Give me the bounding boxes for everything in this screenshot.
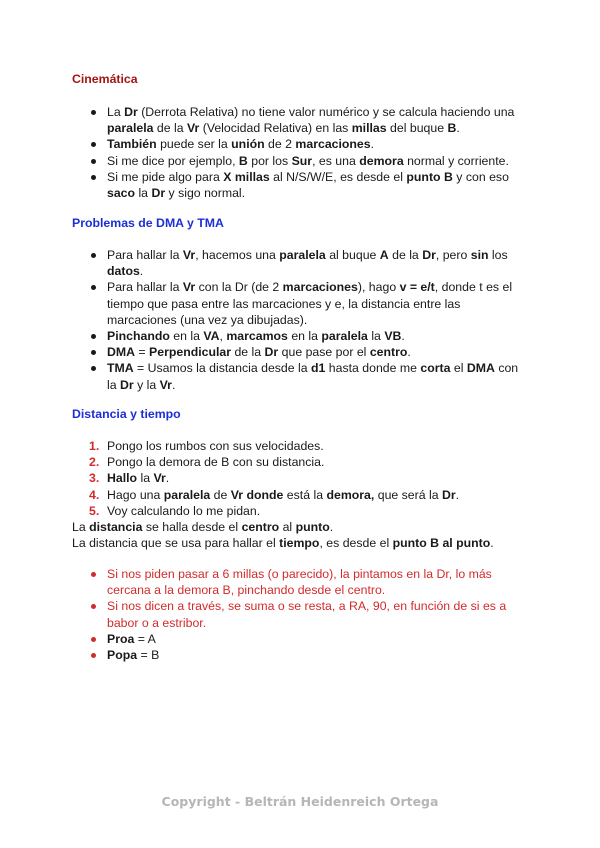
numbered-step [89, 470, 519, 486]
bold-text-run: corta [420, 361, 451, 376]
bold-text-run: sin [470, 248, 489, 262]
cinematica-bullet-list [89, 104, 519, 201]
text-run: Voy calculando lo me pidan. [107, 503, 261, 518]
distance-paragraph [72, 519, 333, 535]
bold-text-run: tiempo [279, 536, 320, 550]
bold-text-run: Vr [230, 487, 244, 502]
bold-text-run: A [379, 248, 389, 262]
text-run: de [210, 487, 231, 502]
text-run: de la [388, 248, 423, 262]
text-run: con la Dr (de 2 [195, 280, 283, 295]
bold-text-run: centro [241, 520, 280, 534]
bold-text-run: marcaciones [282, 280, 358, 295]
bold-text-run: Perpendicular [149, 345, 232, 360]
bold-text-run: Sur [291, 153, 313, 168]
text-run: al [279, 520, 296, 534]
copyright-footer: Copyright - Beltrán Heidenreich Ortega [161, 794, 439, 809]
list-item [89, 104, 519, 136]
text-run: . [139, 264, 144, 279]
text-run: los [488, 248, 508, 262]
bold-text-run: saco [107, 186, 136, 201]
bold-text-run: paralela [279, 248, 326, 262]
bold-text-run: punto [295, 520, 330, 534]
text-run: Para hallar la [107, 280, 183, 295]
heading-distancia-tiempo: Distancia y tiempo [72, 407, 181, 421]
text-run: , es desde el [319, 536, 393, 550]
text-run: al N/S/W/E, es desde el [269, 169, 407, 184]
text-run: en la [287, 329, 322, 344]
bold-text-run: Vr [153, 471, 166, 486]
bold-text-run: VB [384, 329, 402, 344]
text-run: la [367, 329, 385, 344]
notes-bullet-list [89, 566, 519, 663]
text-run: en la [169, 329, 204, 344]
step-number: 5. [89, 503, 100, 518]
text-run: Si me pide algo para [107, 169, 224, 184]
bold-text-run: datos [107, 264, 140, 279]
text-run: La distancia que se usa para hallar el [72, 536, 280, 550]
bold-text-run: Hallo [107, 471, 138, 486]
list-item [89, 136, 519, 152]
dma-bullet-list [89, 247, 529, 393]
text-run: y la [133, 377, 160, 392]
text-run: Si nos piden pasar a 6 millas (o parecido), la pintamos en la Dr, lo más cercana a la demora B, pinchando desde el centro. [107, 567, 492, 598]
text-run: , donde t es el tiempo que pasa entre las marcaciones y e, la distancia entre las marcaciones (una vez ya dibujadas). [107, 280, 513, 327]
text-run: . [456, 121, 460, 136]
text-run: de 2 [264, 137, 296, 152]
list-item [89, 360, 529, 392]
text-run: del buque [386, 121, 448, 136]
bold-text-run: paralela [321, 329, 368, 344]
heading-dma-tma: Problemas de DMA y TMA [72, 216, 224, 230]
numbered-step [89, 454, 519, 470]
step-text [107, 488, 459, 502]
step-text [107, 504, 260, 518]
step-number: 1. [89, 439, 100, 453]
step-number: 3. [89, 471, 100, 486]
text-run: Hago una [107, 487, 164, 502]
bold-text-run: demora [359, 153, 404, 168]
text-run: que pase por el [278, 345, 370, 360]
bold-text-run: TMA [107, 361, 134, 376]
text-run: = Usamos la distancia desde la [133, 361, 312, 376]
text-run: está la [283, 487, 327, 502]
bold-text-run: Vr [187, 121, 200, 136]
text-run: Pongo la demora de B con su distancia. [107, 455, 325, 470]
bold-text-run: Pinchando [107, 329, 170, 344]
text-run: normal y corriente. [403, 153, 509, 168]
text-run: por los [247, 153, 292, 168]
bold-text-run: Vr [182, 280, 196, 295]
bold-text-run: demora, [326, 487, 375, 502]
text-run: Si me dice por ejemplo, [107, 153, 239, 168]
text-run: se halla desde el [142, 520, 242, 534]
bold-text-run: distancia [89, 520, 143, 534]
bold-text-run: d1 [311, 361, 326, 376]
text-run: con la [107, 361, 519, 392]
bold-text-run: donde [246, 487, 284, 502]
list-item [89, 169, 519, 201]
text-run: . [455, 487, 460, 502]
text-run: La [72, 520, 90, 534]
text-run: y sigo normal. [165, 186, 246, 201]
text-run: = B [137, 648, 160, 663]
text-run: la [135, 186, 152, 201]
text-run: ), hago [357, 280, 400, 295]
text-run: , [219, 329, 227, 344]
bold-text-run: centro [369, 345, 408, 360]
text-run: de la [231, 345, 265, 360]
text-run: , hacemos una [195, 248, 280, 262]
text-run: la [137, 471, 154, 486]
note-item [89, 631, 519, 647]
bold-text-run: DMA [466, 361, 495, 376]
note-item [89, 647, 519, 663]
text-run: . [407, 345, 411, 360]
bold-text-run: X millas [223, 169, 270, 184]
step-number: 4. [89, 487, 100, 502]
note-item [89, 566, 519, 598]
bold-text-run: marcamos [226, 329, 288, 344]
bold-text-run: B [447, 121, 457, 136]
text-run: que será la [374, 487, 442, 502]
list-item [89, 279, 529, 328]
text-run: . [490, 536, 494, 550]
list-item [89, 247, 529, 279]
step-text [107, 455, 324, 469]
step-text [107, 471, 169, 485]
time-paragraph [72, 535, 494, 551]
bold-text-run: millas [351, 121, 387, 136]
step-text [107, 439, 324, 453]
text-run: , es una [312, 153, 360, 168]
heading-cinematica: Cinemática [72, 72, 138, 86]
bold-text-run: B [238, 153, 248, 168]
text-run: (Velocidad Relativa) en las [199, 121, 352, 136]
numbered-step [89, 438, 519, 454]
bold-text-run: Dr [151, 186, 166, 201]
text-run: La [107, 105, 125, 119]
list-item [89, 344, 529, 360]
distancia-numbered-list [89, 438, 519, 519]
bold-text-run: Proa [107, 631, 135, 646]
bold-text-run: paralela [163, 487, 211, 502]
bold-text-run: punto B [406, 169, 453, 184]
bold-text-run: VA [203, 329, 220, 344]
step-number: 2. [89, 455, 100, 470]
bold-text-run: Dr [422, 248, 436, 262]
bold-text-run: Vr [182, 248, 196, 262]
bold-text-run: v = e/t [399, 280, 435, 295]
text-run: el [450, 361, 467, 376]
text-run: (Derrota Relativa) no tiene valor numérico y se calcula haciendo una [137, 105, 515, 119]
text-run: Pongo los rumbos con sus velocidades. [107, 439, 324, 453]
text-run: Si nos dicen a través, se suma o se resta, a RA, 90, en función de si es a babor o a estribor. [107, 599, 507, 630]
note-item [89, 598, 519, 630]
text-run: Para hallar la [107, 248, 183, 262]
text-run: . [171, 377, 176, 392]
list-item [89, 153, 519, 169]
bold-text-run: Dr [264, 345, 279, 360]
text-run: . [370, 137, 375, 152]
bold-text-run: Dr [120, 377, 134, 392]
text-run: hasta donde me [325, 361, 421, 376]
numbered-step [89, 487, 519, 503]
bold-text-run: marcaciones [295, 137, 371, 152]
bold-text-run: DMA [107, 345, 136, 360]
numbered-step [89, 503, 519, 519]
bold-text-run: Dr [124, 105, 138, 119]
bold-text-run: unión [231, 137, 265, 152]
bold-text-run: También [107, 137, 157, 152]
list-item [89, 328, 529, 344]
text-run: . [165, 471, 170, 486]
text-run: = A [134, 631, 156, 646]
text-run: . [401, 329, 405, 344]
text-run: al buque [325, 248, 380, 262]
text-run: puede ser la [156, 137, 232, 152]
bold-text-run: paralela [107, 121, 154, 136]
bold-text-run: punto B al punto [392, 536, 491, 550]
bold-text-run: Popa [107, 648, 138, 663]
text-run: . [329, 520, 334, 534]
bold-text-run: Vr [159, 377, 172, 392]
text-run: de la [153, 121, 187, 136]
text-run: y con eso [452, 169, 509, 184]
text-run: , pero [435, 248, 471, 262]
text-run: = [135, 345, 150, 360]
bold-text-run: Dr [442, 487, 456, 502]
